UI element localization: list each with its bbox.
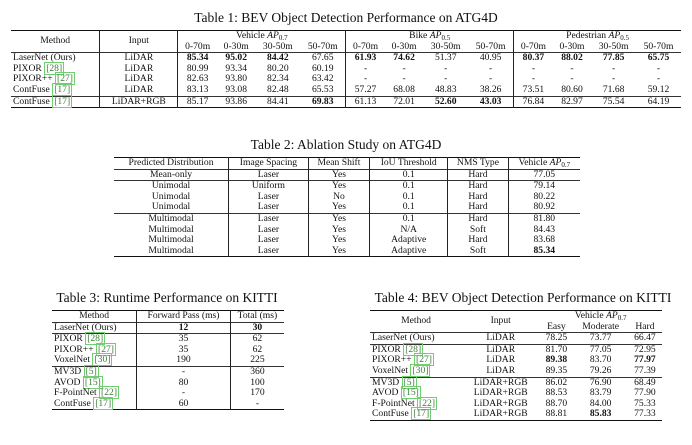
value-cell: 81.70 [545,343,568,355]
value-cell: 57.27 [346,85,385,96]
cell: 85.34 [508,246,580,257]
method-name: PIXOR [13,62,45,74]
forward-pass-cell: 35 [137,334,231,345]
citation-ref: [17] [54,83,71,95]
value-cell: 77.85 [602,52,625,64]
value-cell: 88.70 [545,397,568,409]
input-cell: LiDAR+RGB [473,376,528,388]
value-cell: 88.81 [545,408,568,420]
value-cell: 40.95 [479,52,502,64]
forward-pass-cell: 80 [137,378,231,389]
input-cell: LiDAR [100,53,178,64]
cell: 0.1 [370,169,448,181]
cell: Adaptive [370,235,448,246]
citation-ref: [17] [95,397,112,409]
input-cell: LiDAR [486,354,516,366]
value-cell: 93.86 [225,95,247,107]
input-cell: LiDAR [486,343,516,355]
column-header: Total (ms) [230,311,284,323]
method-name: PIXOR++ [372,354,415,366]
table1-block [0,10,692,108]
column-header-vehicle-ap: Vehicle $AP_{0.7}$ [508,158,580,170]
cell: 80.22 [508,192,580,203]
table3-block [36,290,298,410]
cell: 79.14 [508,181,580,192]
cell: Soft [448,225,508,236]
value-cell: 79.26 [589,364,612,376]
cell: Multimodal [148,244,194,256]
value-cell: 66.47 [634,332,656,344]
method-name: LaserNet (Ours) [54,321,117,333]
value-cell: 76.90 [589,376,612,388]
difficulty-header: Easy [547,320,566,332]
value-cell: - [656,62,661,74]
cell: Hard [448,169,508,181]
table4-block [360,290,686,421]
cell: Uniform [229,181,309,192]
value-cell: 52.60 [434,95,457,107]
table2-caption: Table 2: Ablation Study on ATG4D [250,137,442,152]
value-cell: 83.70 [589,354,612,366]
input-cell: LiDAR [100,85,178,96]
value-cell: 61.13 [346,96,385,108]
cell: Laser [229,246,309,257]
total-cell: 62 [230,345,284,356]
cell: Laser [229,202,309,213]
method-name: MV3D [372,376,402,388]
citation-ref: [28] [87,333,104,345]
cell: Yes [308,235,369,246]
cell: Hard [448,181,508,192]
cell: Soft [448,246,508,257]
value-cell: 82.97 [561,95,583,107]
value-cell: 76.84 [514,96,553,108]
value-cell: - [444,62,448,74]
input-cell: LiDAR+RGB [473,397,528,409]
column-header: Forward Pass (ms) [137,311,231,323]
value-cell: - [570,62,574,74]
t1-header-pedestrian: Pedestrian $AP_{0.5}$ [514,31,681,42]
method-name: F-PointNet [54,387,100,399]
value-cell: 78.25 [545,332,568,344]
table-row [370,409,662,420]
cell: Unimodal [151,190,191,202]
input-cell: LiDAR+RGB [473,408,528,420]
difficulty-header: Hard [635,320,655,332]
value-cell: 77.05 [589,343,612,355]
t1-header-method: Method [40,35,71,47]
difficulty-header: Moderate [582,320,620,332]
cell: Hard [448,202,508,213]
value-cell: 83.13 [178,85,217,96]
forward-pass-cell: 12 [137,322,231,334]
range-header: 50-70m [643,40,674,52]
table4 [370,310,662,421]
total-cell: 360 [230,366,284,377]
method-name: PIXOR++ [13,73,56,85]
range-header: 50-70m [475,40,506,52]
value-cell: 77.97 [634,354,656,366]
column-header: Image Spacing [229,158,309,170]
range-header: 30-50m [430,40,461,52]
method-name: F-PointNet [372,397,418,409]
value-cell: 84.41 [267,95,289,107]
forward-pass-cell: - [137,366,231,377]
column-header: Mean Shift [308,158,369,170]
total-cell: 62 [230,334,284,345]
method-cell [370,409,462,420]
range-header: 0-70m [346,42,385,53]
value-cell: - [489,73,493,85]
value-cell: 61.93 [346,53,385,64]
table3-caption: Table 3: Runtime Performance on KITTI [56,290,278,305]
value-cell: 83.79 [589,387,612,399]
t1-header-bike: Bike $AP_{0.5}$ [346,31,514,42]
value-cell: - [346,64,385,75]
input-cell: LiDAR+RGB [473,387,528,399]
table-row [11,96,681,108]
value-cell: - [570,73,574,85]
value-cell: 64.19 [647,95,670,107]
value-cell: 86.02 [545,376,568,388]
range-header: 0-30m [223,40,249,52]
method-name: PIXOR [372,343,404,355]
value-cell: - [402,62,406,74]
total-cell: 225 [230,355,284,366]
value-cell: 63.42 [311,73,334,85]
t1-header-vehicle: Vehicle $AP_{0.7}$ [178,31,346,42]
citation-ref: [15] [402,387,419,399]
value-cell: 89.38 [545,354,568,366]
cell: Yes [308,213,369,224]
value-cell: 82.63 [178,74,217,85]
method-cell [11,96,100,108]
total-cell: 30 [230,322,284,334]
forward-pass-cell: - [137,388,231,399]
value-cell: 72.01 [393,95,415,107]
range-header: 30-50m [262,40,293,52]
method-name: VoxelNet [372,364,411,376]
cell: Multimodal [148,223,194,235]
table-row [52,399,284,410]
value-cell: 51.37 [434,52,457,64]
value-cell: - [489,62,493,74]
t1-header-input: Input [100,31,178,53]
value-cell: 93.08 [225,83,247,95]
citation-ref: [22] [101,387,118,399]
value-cell: 89.35 [545,364,568,376]
table-row [11,53,681,64]
cell: Unimodal [151,201,191,213]
cell: Laser [229,213,309,224]
column-header: IoU Threshold [370,158,448,170]
value-cell: 73.51 [514,85,553,96]
value-cell: 85.34 [178,53,217,64]
value-cell: 72.95 [634,343,656,355]
input-cell: LiDAR+RGB [100,96,178,108]
value-cell: 69.83 [311,95,334,107]
total-cell: - [230,399,284,410]
value-cell: 85.17 [178,96,217,108]
value-cell: 77.33 [634,408,656,420]
value-cell: - [444,73,448,85]
value-cell: 65.75 [647,52,670,64]
value-cell: 80.37 [514,53,553,64]
range-header: 0-70m [514,42,553,53]
citation-ref: [28] [46,62,63,74]
cell: 0.1 [370,192,448,203]
column-header: Method [79,310,109,321]
value-cell: - [656,73,661,85]
citation-ref: [5] [403,376,415,388]
input-cell: LiDAR [100,64,178,75]
range-header: 0-30m [391,40,417,52]
column-header: Predicted Distribution [128,157,214,168]
value-cell: 59.12 [647,83,670,95]
value-cell: 75.33 [634,397,656,409]
cell: 0.1 [370,181,448,192]
citation-ref: [30] [412,364,429,376]
value-cell: - [346,74,385,85]
value-cell: - [402,73,406,85]
table-row [11,85,681,96]
method-name: ContFuse [372,408,412,420]
t4-header-vehicle: Vehicle $AP_{0.7}$ [574,310,627,322]
cell: Adaptive [370,246,448,257]
forward-pass-cell: 35 [137,345,231,356]
total-cell: 170 [230,388,284,399]
value-cell: 95.02 [225,52,247,64]
cell: Laser [229,169,309,181]
cell: Unimodal [151,180,191,192]
cell: 80.92 [508,202,580,213]
method-name: PIXOR++ [54,343,97,355]
value-cell: 74.62 [393,52,415,64]
cell: Yes [308,246,369,257]
cell: Yes [308,169,369,181]
forward-pass-cell: 190 [137,355,231,366]
value-cell: 88.02 [561,52,583,64]
method-name: PIXOR [54,333,86,345]
method-name: AVOD [54,376,83,388]
citation-ref: [27] [57,73,73,85]
t4-header-input: Input [490,315,511,327]
cell: Multimodal [148,234,194,246]
cell: 77.05 [508,169,580,181]
value-cell: 71.68 [602,83,625,95]
value-cell: 75.54 [602,95,625,107]
table1-caption: Table 1: BEV Object Detection Performance on ATG4D [194,10,498,25]
value-cell: - [612,62,616,74]
citation-ref: [22] [419,397,436,409]
table-row [114,169,580,181]
cell: No [308,192,369,203]
cell: Yes [308,181,369,192]
input-cell: LiDAR [486,364,516,376]
value-cell: 77.90 [634,387,656,399]
citation-ref: [17] [413,408,430,420]
citation-ref: [17] [54,95,71,107]
cell: Laser [229,192,309,203]
value-cell: 48.83 [434,83,457,95]
value-cell: 80.99 [178,64,217,75]
value-cell: 80.20 [267,62,289,74]
value-cell: 68.49 [634,376,656,388]
cell: 83.68 [508,235,580,246]
method-name: LaserNet (Ours) [13,52,76,64]
cell: 84.43 [508,225,580,236]
range-header: 0-70m [178,42,217,53]
value-cell: 85.83 [589,408,612,420]
value-cell: 73.77 [589,332,612,344]
citation-ref: [28] [405,343,422,355]
table2-block [0,137,692,257]
table-row [114,213,580,224]
table4-caption: Table 4: BEV Object Detection Performance on KITTI [374,290,672,305]
total-cell: 100 [230,378,284,389]
citation-ref: [5] [85,365,97,377]
cell: Yes [308,202,369,213]
cell: Mean-only [149,168,193,180]
value-cell: 68.08 [393,83,415,95]
value-cell: 65.53 [311,83,334,95]
cell: Hard [448,235,508,246]
table1 [11,30,681,108]
value-cell: 43.03 [479,95,502,107]
method-name: ContFuse [54,397,94,409]
value-cell: 84.42 [267,52,289,64]
cell: N/A [370,225,448,236]
cell: 0.1 [370,213,448,224]
value-cell: 93.34 [225,62,247,74]
value-cell: 77.39 [634,364,656,376]
forward-pass-cell: 60 [137,399,231,410]
method-name: MV3D [54,365,84,377]
input-cell: LiDAR [100,74,178,85]
cell: Multimodal [148,212,194,224]
t4-header-method: Method [401,315,431,327]
input-cell: LiDAR [486,332,516,344]
value-cell: - [514,64,553,75]
value-cell: 82.34 [267,73,289,85]
method-name: AVOD [372,387,401,399]
method-name: VoxelNet [54,354,93,366]
column-header: NMS Type [448,158,508,170]
cell: Hard [448,213,508,224]
table-row [11,64,681,75]
range-header: 0-30m [559,40,585,52]
citation-ref: [27] [416,354,432,366]
range-header: 50-70m [307,40,338,52]
citation-ref: [15] [84,376,101,388]
value-cell: 80.60 [561,83,583,95]
cell: 0.1 [370,202,448,213]
value-cell: 67.65 [311,52,334,64]
cell: 81.80 [508,213,580,224]
table-row [114,246,580,257]
citation-ref: [30] [94,354,111,366]
method-cell [52,399,137,410]
range-header: 30-50m [598,40,629,52]
table2 [114,157,580,257]
value-cell: - [514,74,553,85]
method-name: LaserNet (Ours) [372,332,435,344]
cell: Laser [229,225,309,236]
value-cell: - [612,73,616,85]
value-cell: 82.48 [267,83,289,95]
table-row [114,202,580,213]
method-name: ContFuse [13,83,53,95]
value-cell: 60.19 [311,62,334,74]
table3 [52,310,284,410]
cell: Yes [308,225,369,236]
cell: Hard [448,192,508,203]
value-cell: 38.26 [479,83,502,95]
citation-ref: [27] [98,343,114,355]
method-name: ContFuse [13,95,53,107]
value-cell: 93.80 [225,73,247,85]
cell: Laser [229,235,309,246]
value-cell: 84.00 [589,397,612,409]
value-cell: 88.53 [545,387,568,399]
